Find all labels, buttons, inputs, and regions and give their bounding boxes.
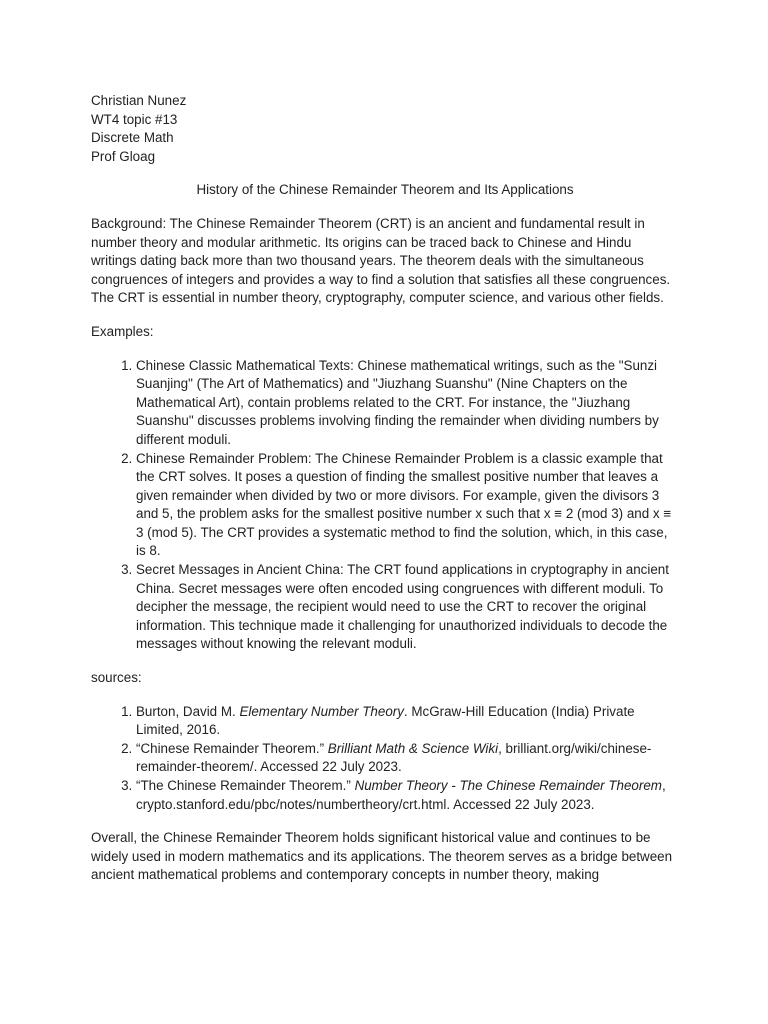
document-title: History of the Chinese Remainder Theorem and Its Applications — [196, 182, 574, 198]
sources-heading: sources: — [91, 670, 142, 686]
examples-list-item: 1. Chinese Classic Mathematical Texts: Chinese mathematical writings, such as the "Sunzi Suanjing" (The Art of Mathematics) and "Jiuzhang Suanshu" (Nine Chapters on the Mathematical Art), contain problems related to the CRT. For instance, the "Jiuzhang Suanshu" discusses problems involving finding the remainder when dividing numbers by different moduli. — [136, 357, 679, 450]
source-text: Burton, David M. — [136, 703, 240, 719]
source-text: “The Chinese Remainder Theorem.” — [136, 778, 355, 793]
examples-heading: Examples: — [91, 323, 154, 339]
source-text: , brilliant.org/wiki/chinese-remainder-theorem/. Accessed 22 July 2023. — [136, 740, 652, 775]
examples-list-item: 2. Chinese Remainder Problem: The Chinese Remainder Problem is a classic example that the CRT solves. It poses a question of finding the smallest positive number that leaves a given remainder when divided by two or more divisors. For example, given the divisors 3 and 5, the problem asks for the smallest positive number x such that x ≡ 2 (mod 3) and x ≡ 3 (mod 5). The CRT provides a systematic method to find the solution, which, in this case, is 8. — [136, 450, 679, 562]
source-title: Elementary Number Theory — [239, 703, 404, 719]
conclusion-paragraph: Overall, the Chinese Remainder Theorem holds significant historical value and continues to be widely used in modern mathematics and its applications. The theorem serves as a bridge between ancient mathematical problems and contemporary concepts in number theory, making — [91, 830, 673, 883]
source-text: . McGraw-Hill Education (India) Private Limited, 2016. — [136, 703, 635, 738]
source-text: , crypto.stanford.edu/pbc/notes/numbertheory/crt.html. Accessed 22 July 2023. — [136, 778, 666, 812]
author-name: Christian Nunez — [91, 93, 187, 108]
examples-list — [91, 357, 679, 655]
assignment-label: WT4 topic #13 — [91, 111, 178, 127]
source-item — [136, 740, 679, 777]
document-body — [91, 92, 679, 885]
background-paragraph: Background: The Chinese Remainder Theorem (CRT) is an ancient and fundamental result in number theory and modular arithmetic. Its origins can be traced back to Chinese and Hindu writings dating back more than two thousand years. The theorem deals with the simultaneous congruences of integers and provides a way to find a solution that satisfies all these congruences. The CRT is essential in number theory, cryptography, computer science, and various other fields. — [91, 215, 671, 306]
source-item — [136, 703, 679, 740]
examples-list-item: 3. Secret Messages in Ancient China: The CRT found applications in cryptography in ancient China. Secret messages were often encoded using congruences with different moduli. To decipher the message, the recipient would need to use the CRT to recover the original information. This technique made it challenging for unauthorized individuals to decode the messages without knowing the relevant moduli. — [136, 561, 679, 654]
course-name: Discrete Math — [91, 130, 174, 146]
author-header — [91, 92, 679, 166]
source-text: “Chinese Remainder Theorem.” — [136, 740, 328, 756]
source-item — [136, 777, 679, 814]
source-title: Brilliant Math & Science Wiki — [327, 740, 499, 756]
professor-name: Prof Gloag — [91, 148, 156, 164]
sources-list — [91, 703, 679, 815]
source-title: Number Theory - The Chinese Remainder Theorem — [354, 778, 662, 793]
